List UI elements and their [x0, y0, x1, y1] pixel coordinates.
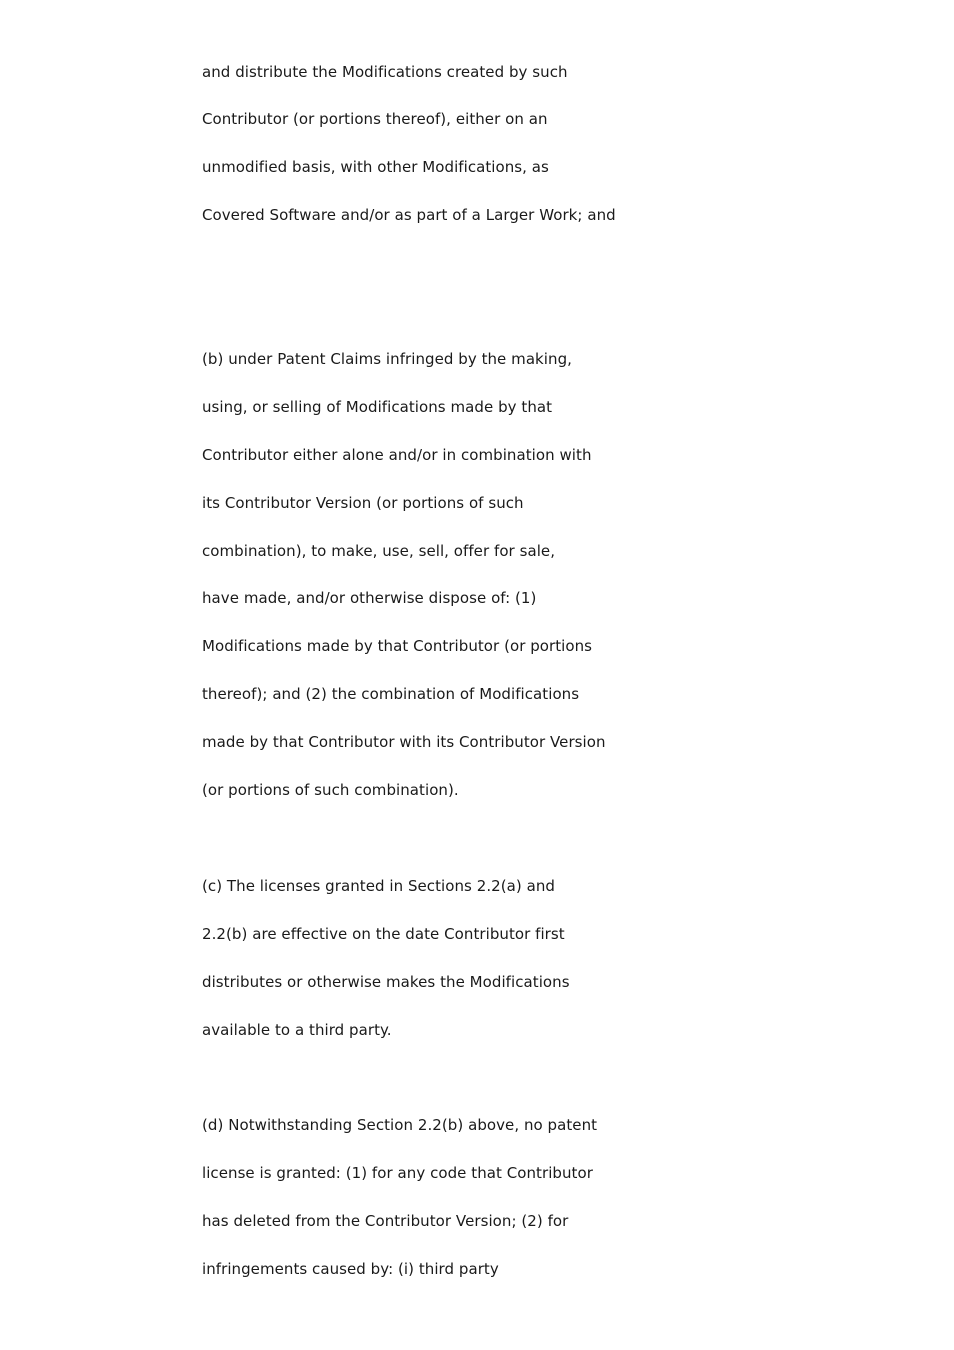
text-line: combination), to make, use, sell, offer for sale, — [202, 542, 556, 560]
text-line: 2.2(b) are effective on the date Contributor first — [202, 925, 565, 943]
text-line: unmodified basis, with other Modifications, as — [202, 158, 549, 176]
text-line: have made, and/or otherwise dispose of: (1) — [202, 589, 537, 607]
text-line: Contributor (or portions thereof), either on an — [202, 110, 548, 128]
text-line: distributes or otherwise makes the Modifications — [202, 973, 570, 991]
text-line: available to a third party. — [202, 1021, 392, 1039]
text-line: using, or selling of Modifications made by that — [202, 398, 553, 416]
text-line: (d) Notwithstanding Section 2.2(b) above, no patent — [202, 1116, 598, 1134]
text-line: infringements caused by: (i) third party — [202, 1260, 499, 1278]
text-line: (c) The licenses granted in Sections 2.2(a) and — [202, 877, 555, 895]
text-line: (b) under Patent Claims infringed by the making, — [202, 350, 572, 368]
text-line: made by that Contributor with its Contributor Version — [202, 733, 606, 751]
text-line: Covered Software and/or as part of a Larger Work; and — [202, 206, 616, 224]
text-line: has deleted from the Contributor Version; (2) for — [202, 1212, 569, 1230]
text-line: thereof); and (2) the combination of Modifications — [202, 685, 580, 703]
text-line: and distribute the Modifications created by such — [202, 63, 568, 81]
text-line: Modifications made by that Contributor (or portions — [202, 637, 593, 655]
text-line: Contributor either alone and/or in combination with — [202, 446, 592, 464]
text-line: (or portions of such combination). — [202, 781, 459, 799]
text-line: its Contributor Version (or portions of such — [202, 494, 524, 512]
text-line: license is granted: (1) for any code that Contributor — [202, 1164, 593, 1182]
